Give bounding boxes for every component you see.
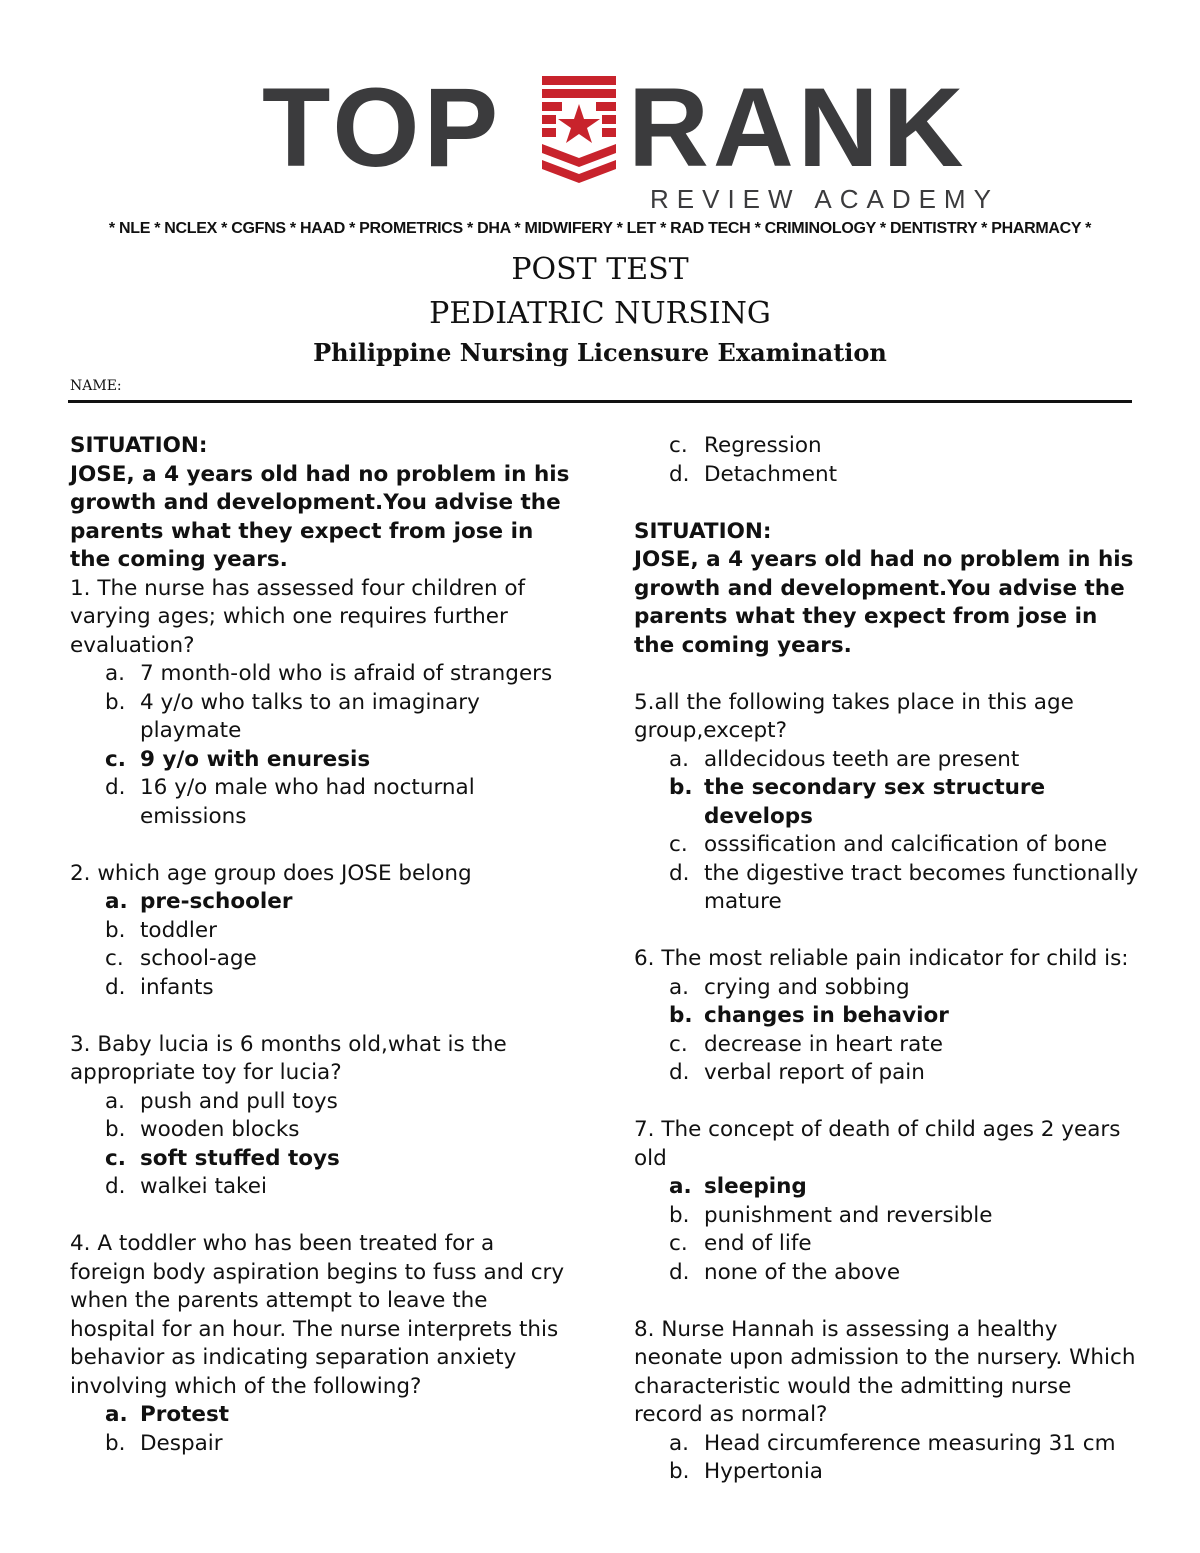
option: d. none of the above (634, 1259, 1144, 1288)
option: d. verbal report of pain (634, 1059, 1144, 1088)
option-letter: b. (105, 1117, 126, 1142)
option: d. Detachment (634, 461, 1144, 490)
name-underline (68, 400, 1132, 403)
answer-option: a. pre-schooler (70, 888, 570, 917)
option: c. Regression (634, 432, 1144, 461)
option-letter: d. (105, 775, 126, 800)
option-letter: a. (105, 1088, 126, 1114)
option-letter: c. (669, 433, 688, 458)
answer-option: c. 9 y/o with enuresis (70, 746, 570, 775)
option-letter: a. (669, 746, 690, 772)
option: a. Head circumference measuring 31 cm (634, 1430, 1144, 1459)
option-letter: a. (105, 1402, 128, 1427)
exam-title: Philippine Nursing Licensure Examination (313, 338, 887, 367)
option-letter: c. (105, 1145, 126, 1171)
option-letter: d. (669, 1060, 690, 1085)
logo-brand-right: RANK (628, 65, 968, 190)
option: d. the digestive tract becomes functionally mature (669, 860, 1139, 914)
option-letter: b. (669, 1003, 693, 1028)
option: d. walkei takei (70, 1173, 570, 1202)
option-letter: b. (669, 775, 693, 800)
option: d. infants (70, 974, 570, 1003)
option-letter: c. (105, 746, 126, 772)
left-column (70, 432, 570, 1458)
option: a. push and pull toys (70, 1088, 570, 1117)
subject-title: PEDIATRIC NURSING (429, 296, 771, 331)
question-stem: 5.all the following takes place in this age group,except? (634, 689, 1074, 743)
question-stem: 3. Baby lucia is 6 months old,what is the appropriate toy for lucia? (70, 1031, 507, 1085)
situation-heading: SITUATION: (634, 518, 772, 544)
answer-option: a. sleeping (634, 1173, 1144, 1202)
question-stem: 1. The nurse has assessed four children of varying ages; which one requires further evaluation? (70, 575, 526, 658)
option-letter: a. (105, 889, 128, 914)
option-letter: c. (669, 1231, 688, 1256)
option: b. Despair (70, 1430, 570, 1459)
option-letter: d. (105, 974, 126, 1000)
answer-option: b. the secondary sex structure develops (669, 775, 1046, 829)
option: c. school-age (70, 945, 570, 974)
option-letter: b. (105, 1430, 126, 1456)
question-stem: 6. The most reliable pain indicator for child is: (634, 946, 1129, 971)
answer-option: a. Protest (70, 1401, 570, 1430)
option: a. crying and sobbing (634, 974, 1144, 1003)
question-6 (634, 945, 1144, 1088)
page-title: POST TEST (511, 252, 689, 287)
question-3 (70, 1031, 570, 1202)
programs-list: * NLE * NCLEX * CGFNS * HAAD * PROMETRICS * DHA * MIDWIFERY * LET * RAD TECH * CRIMINOLOGY * DENTISTRY * PHARMACY * (108, 220, 1092, 237)
option-letter: a. (669, 1174, 692, 1199)
option: b. wooden blocks (70, 1116, 570, 1145)
situation-heading: SITUATION: (70, 433, 208, 458)
option: a. alldecidous teeth are present (634, 746, 1144, 775)
option-letter: a. (105, 661, 126, 686)
option-letter: c. (105, 946, 124, 971)
answer-option: b. changes in behavior (634, 1002, 1144, 1031)
question-5 (634, 689, 1144, 917)
question-8 (634, 1316, 1144, 1487)
answer-option: c. soft stuffed toys (70, 1145, 570, 1174)
option-letter: b. (669, 1459, 690, 1484)
option: c. end of life (634, 1230, 1144, 1259)
question-1 (70, 575, 570, 832)
option: b. punishment and reversible (634, 1202, 1144, 1231)
logo-brand-left: TOP (262, 65, 503, 190)
situation-text: JOSE, a 4 years old had no problem in his growth and development.You advise the parents what they expect from jose in the coming years. (634, 547, 1134, 658)
name-label: NAME: (70, 378, 122, 394)
option-letter: d. (669, 860, 690, 886)
option-letter: b. (105, 689, 126, 715)
option: a. 7 month-old who is afraid of strangers (70, 660, 570, 689)
question-4-continued (634, 432, 1144, 489)
option: d. 16 y/o male who had nocturnal emissions (105, 775, 475, 829)
question-stem: 4. A toddler who has been treated for a foreign body aspiration begins to fuss and cry when the parents attempt to leave the hospital for an hour. The nurse interprets this behavior as indicating separation anxiety involving which of the following? (70, 1231, 565, 1399)
option-letter: b. (105, 917, 126, 943)
option: c. osssification and calcification of bone (634, 831, 1144, 860)
option: b. toddler (70, 917, 570, 946)
option: b. 4 y/o who talks to an imaginary playmate (105, 689, 480, 743)
option-letter: d. (669, 1259, 690, 1285)
option-letter: d. (669, 461, 690, 487)
option-letter: c. (669, 832, 688, 857)
option-letter: c. (669, 1031, 688, 1057)
question-7 (634, 1116, 1144, 1287)
logo (262, 65, 1002, 214)
right-column (634, 432, 1144, 1487)
question-stem: 8. Nurse Hannah is assessing a healthy neonate upon admission to the nursery. Which characteristic would the admitting nurse record as normal? (634, 1316, 1136, 1427)
option-letter: d. (105, 1174, 126, 1199)
question-2 (70, 860, 570, 1003)
question-stem: 2. which age group does JOSE belong (70, 860, 472, 886)
situation-text: JOSE, a 4 years old had no problem in his growth and development.You advise the parents what they expect from jose in the coming years. (70, 461, 570, 572)
star-chevron-emblem-icon (538, 74, 620, 192)
option: b. Hypertonia (634, 1458, 1144, 1487)
option-letter: a. (669, 1430, 690, 1456)
option-letter: a. (669, 974, 690, 1000)
option-letter: b. (669, 1202, 690, 1228)
logo-academy: REVIEW ACADEMY (650, 184, 999, 214)
question-stem: 7. The concept of death of child ages 2 years old (634, 1117, 1121, 1171)
question-4 (70, 1230, 570, 1458)
option: c. decrease in heart rate (634, 1031, 1144, 1060)
